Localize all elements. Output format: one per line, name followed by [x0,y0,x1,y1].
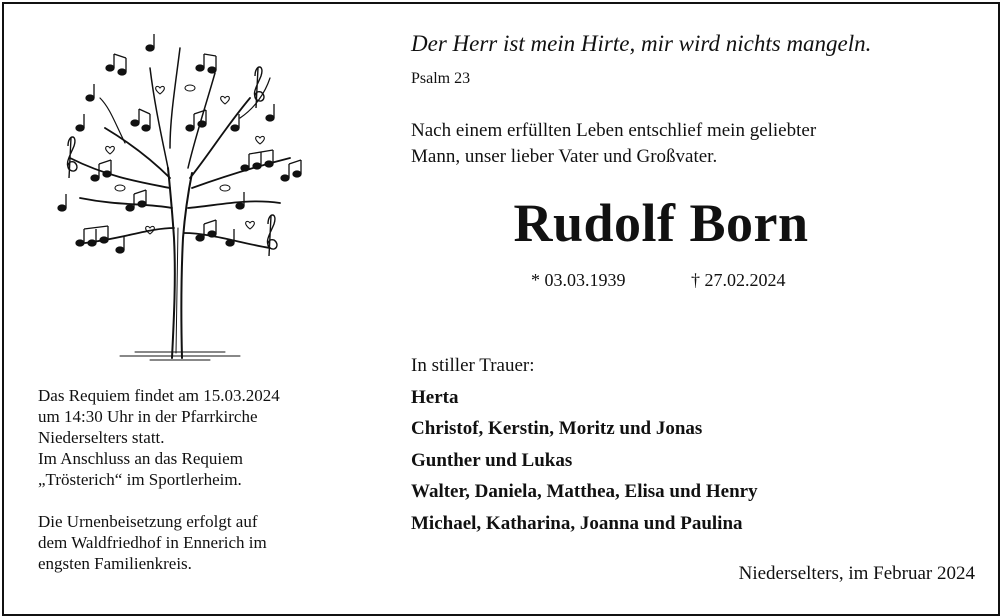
ceremony-line: Im Anschluss an das Requiem [38,449,243,468]
mourner-entry: Christof, Kerstin, Moritz und Jonas [411,418,703,439]
ceremony-line: „Trösterich“ im Sportlerheim. [38,470,242,489]
ceremony-line: Niederselters statt. [38,428,165,447]
spacer [38,490,338,511]
mourner-entry: Michael, Katharina, Joanna und Paulina [411,512,743,534]
intro-line: Mann, unser lieber Vater und Großvater. [411,146,718,167]
mourner-entry: Gunther und Lukas [411,449,573,471]
deceased-name: Rudolf Born [513,193,809,253]
birth-date: * 03.03.1939 [531,270,626,290]
bible-quote: Der Herr ist mein Hirte, mir wird nichts mangeln. [411,31,872,56]
mourning-label: In stiller Trauer: [411,355,535,376]
burial-line: Die Urnenbeisetzung erfolgt auf [38,512,258,531]
death-date: † 27.02.2024 [691,270,786,290]
ceremony-line: um 14:30 Uhr in der Pfarrkirche [38,407,258,426]
burial-line: engsten Familienkreis. [38,554,192,573]
tree-with-music-notes-icon [50,28,310,368]
burial-line: dem Waldfriedhof in Ennerich im [38,533,267,552]
notice-main [411,0,986,616]
place-date: Niederselters, im Februar 2024 [738,563,975,584]
intro-text [411,118,816,170]
mourner-entry: Herta [411,386,459,408]
ceremony-line: Das Requiem findet am 15.03.2024 [38,386,280,405]
intro-line: Nach einem erfüllten Leben entschlief mein geliebter [411,120,817,141]
ceremony-info [38,385,338,574]
mourner-entry: Walter, Daniela, Matthea, Elisa und Henry [411,481,758,502]
mourners-list [411,350,758,539]
quote-source: Psalm 23 [411,70,471,87]
